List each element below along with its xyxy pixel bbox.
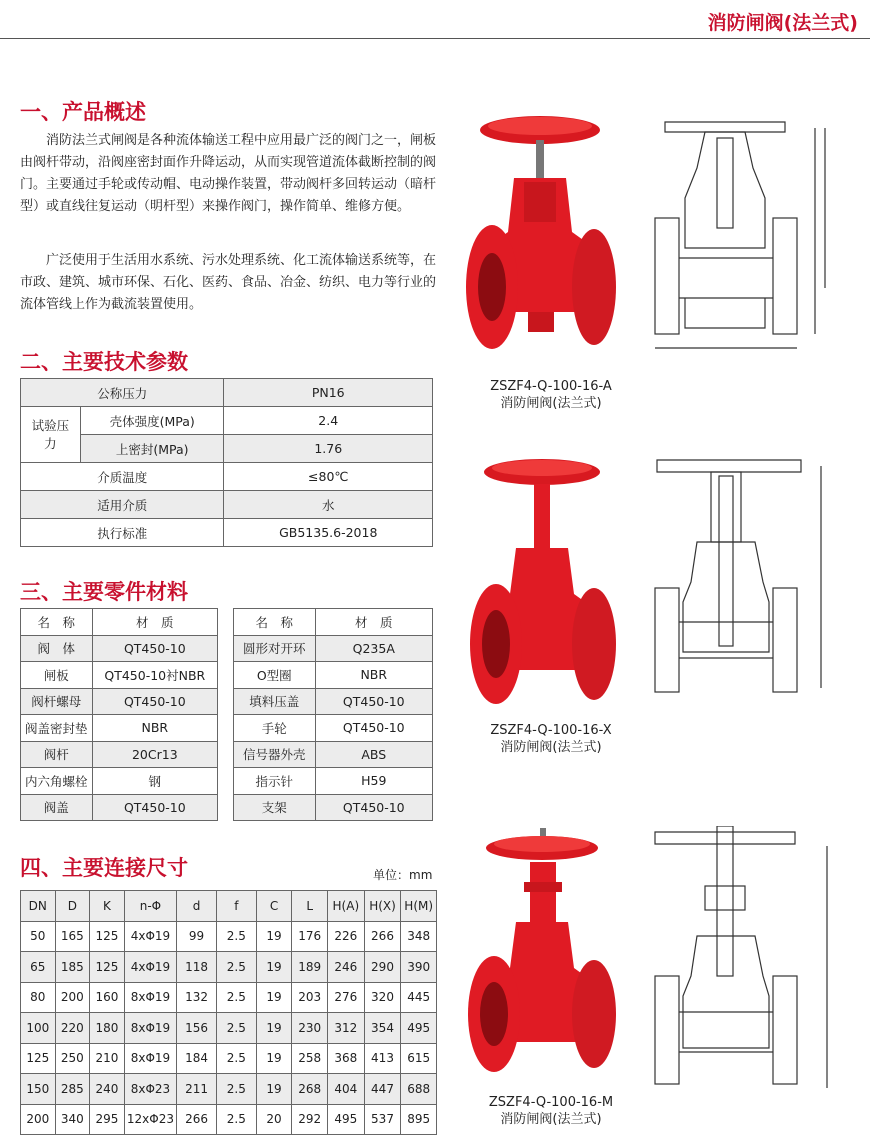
top-seal-value: 1.76 <box>224 435 433 463</box>
product-x-caption <box>466 722 636 756</box>
connection-cell: 19 <box>256 1074 292 1105</box>
connection-cell: 285 <box>55 1074 90 1105</box>
table-row <box>21 952 437 983</box>
connection-cell: 185 <box>55 952 90 983</box>
connection-header-cell: H(M) <box>401 891 437 922</box>
connection-cell: 312 <box>328 1013 365 1044</box>
standard-label: 执行标准 <box>21 519 224 547</box>
connection-cell: 211 <box>177 1074 217 1105</box>
material-name-cell: O型圈 <box>234 662 316 689</box>
tech-params-table <box>20 378 433 547</box>
overview-section-title: 一、产品概述 <box>20 100 146 124</box>
material-name-cell: 阀杆 <box>21 741 93 768</box>
shell-strength-label: 壳体强度(MPa) <box>80 407 224 435</box>
connection-cell: 12xΦ23 <box>124 1104 176 1135</box>
material-material-cell: QT450-10 <box>92 635 217 662</box>
test-pressure-label: 试验压力 <box>21 407 81 463</box>
product-m-name: 消防闸阀(法兰式) <box>500 1112 602 1127</box>
material-material-cell: Q235A <box>315 635 432 662</box>
material-material-cell: QT450-10 <box>92 794 217 821</box>
connection-cell: 19 <box>256 952 292 983</box>
materials-table-right <box>233 608 433 821</box>
connection-cell: 250 <box>55 1043 90 1074</box>
connection-cell: 495 <box>328 1104 365 1135</box>
connection-cell: 180 <box>90 1013 125 1044</box>
top-seal-label: 上密封(MPa) <box>80 435 224 463</box>
material-material-cell: QT450-10 <box>92 688 217 715</box>
page-header-title: 消防闸阀(法兰式) <box>707 12 858 34</box>
connection-cell: 290 <box>364 952 401 983</box>
material-row <box>234 741 433 768</box>
valve-drawing-x <box>645 452 835 714</box>
material-name-cell: 阀 体 <box>21 635 93 662</box>
medium-label: 适用介质 <box>21 491 224 519</box>
material-row <box>234 635 433 662</box>
material-row <box>21 662 218 689</box>
nominal-pressure-label: 公称压力 <box>21 379 224 407</box>
shell-strength-value: 2.4 <box>224 407 433 435</box>
connection-cell: 8xΦ19 <box>124 1043 176 1074</box>
connection-cell: 156 <box>177 1013 217 1044</box>
connection-cell: 125 <box>21 1043 56 1074</box>
connection-cell: 354 <box>364 1013 401 1044</box>
material-name-cell: 信号器外壳 <box>234 741 316 768</box>
connection-cell: 295 <box>90 1104 125 1135</box>
connection-cell: 688 <box>401 1074 437 1105</box>
connection-cell: 615 <box>401 1043 437 1074</box>
connection-cell: 320 <box>364 982 401 1013</box>
connection-header-row <box>21 891 437 922</box>
material-material-cell: QT450-10 <box>315 715 432 742</box>
connection-cell: 390 <box>401 952 437 983</box>
overview-paragraph-2: 广泛使用于生活用水系统、污水处理系统、化工流体输送系统等，在市政、建筑、城市环保、石化、医药、食品、冶金、纺织、电力等行业的流体管线上作为截流装置使用。 <box>20 253 437 312</box>
material-name-cell: 支架 <box>234 794 316 821</box>
connection-cell: 210 <box>90 1043 125 1074</box>
medium-temp-value: ≤80℃ <box>224 463 433 491</box>
material-name-cell: 阀盖密封垫 <box>21 715 93 742</box>
product-a-model: ZSZF4-Q-100-16-A <box>490 379 612 394</box>
connection-header-cell: DN <box>21 891 56 922</box>
material-name-cell: 填料压盖 <box>234 688 316 715</box>
connection-cell: 19 <box>256 1013 292 1044</box>
connection-cell: 200 <box>55 982 90 1013</box>
connection-cell: 266 <box>177 1104 217 1135</box>
connection-cell: 19 <box>256 982 292 1013</box>
materials-left-header-material: 材 质 <box>92 609 217 636</box>
connection-cell: 340 <box>55 1104 90 1135</box>
materials-left-header-name: 名 称 <box>21 609 93 636</box>
connection-cell: 65 <box>21 952 56 983</box>
connection-cell: 4xΦ19 <box>124 952 176 983</box>
connection-cell: 220 <box>55 1013 90 1044</box>
connection-section-title: 四、主要连接尺寸 <box>20 856 188 880</box>
material-material-cell: QT450-10衬NBR <box>92 662 217 689</box>
connection-cell: 118 <box>177 952 217 983</box>
valve-photo-x <box>462 456 632 718</box>
material-row <box>21 768 218 795</box>
connection-cell: 2.5 <box>216 1013 256 1044</box>
material-material-cell: H59 <box>315 768 432 795</box>
connection-cell: 226 <box>328 921 365 952</box>
connection-cell: 200 <box>21 1104 56 1135</box>
connection-cell: 176 <box>292 921 328 952</box>
connection-cell: 8xΦ23 <box>124 1074 176 1105</box>
valve-photo-a <box>462 112 632 374</box>
connection-cell: 2.5 <box>216 1043 256 1074</box>
material-name-cell: 闸板 <box>21 662 93 689</box>
connection-header-cell: K <box>90 891 125 922</box>
connection-header-cell: d <box>177 891 217 922</box>
material-material-cell: 钢 <box>92 768 217 795</box>
material-row <box>21 688 218 715</box>
table-row <box>21 982 437 1013</box>
tech-section-title: 二、主要技术参数 <box>20 350 188 374</box>
connection-cell: 100 <box>21 1013 56 1044</box>
connection-cell: 495 <box>401 1013 437 1044</box>
table-row <box>21 921 437 952</box>
connection-table <box>20 890 437 1135</box>
material-row <box>234 768 433 795</box>
connection-cell: 80 <box>21 982 56 1013</box>
product-a-name: 消防闸阀(法兰式) <box>500 396 602 411</box>
connection-cell: 2.5 <box>216 952 256 983</box>
medium-temp-label: 介质温度 <box>21 463 224 491</box>
connection-header-cell: H(A) <box>328 891 365 922</box>
connection-cell: 230 <box>292 1013 328 1044</box>
connection-cell: 404 <box>328 1074 365 1105</box>
connection-cell: 268 <box>292 1074 328 1105</box>
material-row <box>234 662 433 689</box>
product-x-name: 消防闸阀(法兰式) <box>500 740 602 755</box>
connection-cell: 413 <box>364 1043 401 1074</box>
material-row <box>21 715 218 742</box>
standard-value: GB5135.6-2018 <box>224 519 433 547</box>
connection-cell: 445 <box>401 982 437 1013</box>
material-name-cell: 圆形对开环 <box>234 635 316 662</box>
product-x-model: ZSZF4-Q-100-16-X <box>490 723 612 738</box>
connection-cell: 160 <box>90 982 125 1013</box>
connection-cell: 292 <box>292 1104 328 1135</box>
connection-cell: 125 <box>90 921 125 952</box>
product-a-caption <box>466 378 636 412</box>
overview-paragraph-1: 消防法兰式闸阀是各种流体输送工程中应用最广泛的阀门之一，闸板由阀杆带动，沿阀座密封面作升降运动，从而实现管道流体截断控制的阀门。主要通过手轮或传动帽、电动操作装置，带动阀杆多回转运动（暗杆型）或直线往复运动（明杆型）来操作阀门，操作简单、维修方便。 <box>20 133 437 214</box>
valve-photo-m <box>462 828 632 1090</box>
connection-cell: 246 <box>328 952 365 983</box>
valve-drawing-m <box>645 826 835 1108</box>
material-row <box>21 635 218 662</box>
connection-header-cell: C <box>256 891 292 922</box>
connection-cell: 20 <box>256 1104 292 1135</box>
material-row <box>21 794 218 821</box>
material-material-cell: ABS <box>315 741 432 768</box>
material-name-cell: 阀杆螺母 <box>21 688 93 715</box>
connection-cell: 19 <box>256 921 292 952</box>
connection-cell: 184 <box>177 1043 217 1074</box>
material-material-cell: NBR <box>92 715 217 742</box>
connection-header-cell: D <box>55 891 90 922</box>
material-row <box>21 741 218 768</box>
connection-cell: 132 <box>177 982 217 1013</box>
connection-cell: 895 <box>401 1104 437 1135</box>
material-row <box>234 688 433 715</box>
materials-right-header-name: 名 称 <box>234 609 316 636</box>
connection-cell: 189 <box>292 952 328 983</box>
connection-cell: 447 <box>364 1074 401 1105</box>
connection-cell: 8xΦ19 <box>124 1013 176 1044</box>
table-row <box>21 1104 437 1135</box>
table-row <box>21 1074 437 1105</box>
connection-cell: 2.5 <box>216 921 256 952</box>
connection-cell: 368 <box>328 1043 365 1074</box>
header-divider <box>0 38 870 39</box>
connection-cell: 50 <box>21 921 56 952</box>
connection-cell: 276 <box>328 982 365 1013</box>
materials-right-header-material: 材 质 <box>315 609 432 636</box>
materials-table-left <box>20 608 218 821</box>
medium-value: 水 <box>224 491 433 519</box>
material-row <box>234 794 433 821</box>
connection-cell: 266 <box>364 921 401 952</box>
connection-cell: 165 <box>55 921 90 952</box>
connection-cell: 4xΦ19 <box>124 921 176 952</box>
table-row <box>21 1013 437 1044</box>
material-name-cell: 指示针 <box>234 768 316 795</box>
connection-header-cell: n-Φ <box>124 891 176 922</box>
connection-header-cell: f <box>216 891 256 922</box>
material-name-cell: 内六角螺栓 <box>21 768 93 795</box>
product-m-model: ZSZF4-Q-100-16-M <box>488 1095 614 1110</box>
product-m-caption <box>466 1094 636 1128</box>
connection-cell: 99 <box>177 921 217 952</box>
connection-cell: 348 <box>401 921 437 952</box>
table-row <box>21 1043 437 1074</box>
connection-cell: 2.5 <box>216 982 256 1013</box>
material-name-cell: 手轮 <box>234 715 316 742</box>
connection-cell: 150 <box>21 1074 56 1105</box>
connection-cell: 258 <box>292 1043 328 1074</box>
connection-cell: 8xΦ19 <box>124 982 176 1013</box>
material-row <box>234 715 433 742</box>
connection-cell: 2.5 <box>216 1074 256 1105</box>
connection-cell: 203 <box>292 982 328 1013</box>
connection-cell: 125 <box>90 952 125 983</box>
materials-section-title: 三、主要零件材料 <box>20 580 188 604</box>
connection-cell: 240 <box>90 1074 125 1105</box>
connection-cell: 2.5 <box>216 1104 256 1135</box>
material-name-cell: 阀盖 <box>21 794 93 821</box>
material-material-cell: 20Cr13 <box>92 741 217 768</box>
material-material-cell: NBR <box>315 662 432 689</box>
nominal-pressure-value: PN16 <box>224 379 433 407</box>
connection-header-cell: H(X) <box>364 891 401 922</box>
unit-label: 单位：mm <box>373 868 433 882</box>
connection-cell: 19 <box>256 1043 292 1074</box>
connection-cell: 537 <box>364 1104 401 1135</box>
valve-drawing-a <box>645 108 835 364</box>
connection-header-cell: L <box>292 891 328 922</box>
material-material-cell: QT450-10 <box>315 794 432 821</box>
material-material-cell: QT450-10 <box>315 688 432 715</box>
